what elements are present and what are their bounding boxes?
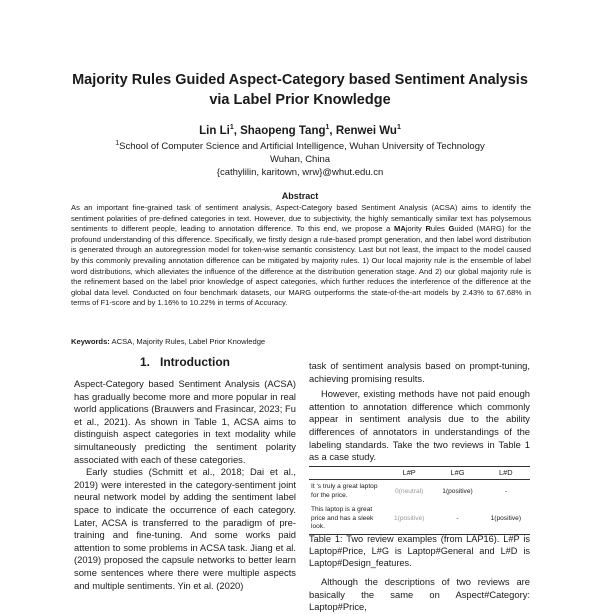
left-column [74, 378, 296, 592]
abstract-text: jority [405, 224, 426, 234]
table-header-cell: L#D [499, 468, 513, 477]
abstract-body [71, 203, 531, 309]
abstract-text: As an important fine-grained task of sentiment analysis, Aspect-Category based Sentiment Analysis (ACSA) aims to identify the sentiment polarities of pre-defined categories in text. However, due to subjectivity, the highly semantically similar text has polysemous sentiments to different people, leading to annotation difference. To this end, we propose a [71, 203, 531, 234]
abstract-text: uided (MARG) for the profound understanding of this difference. Specifically, we firstly design a rule-based prompt generation, and then label word distribution is generated through an autoregression model for token-wise semantic consistency. Last but not least, the impact to the model caused by this commonly prevailing annotation difference can be mitigated by majority rules. 1) Our local majority rule is the ensemble of label word distributions, which alleviates the influence of the difference at the distribution generation stage. And 2) our global majority rule is the refinement based on the label prior knowledge of aspect categories, which further reduces the interference of the difference at the global data level. Conducted on four benchmark datasets, our MARG outperforms the state-of-the-art models by 2.43% to 67.68% in terms of F1-score and by 1.16% to 10.22% in terms of Accuracy. [71, 224, 531, 308]
label-cell-price: 1(positive) [393, 514, 425, 522]
affiliation-institution [40, 137, 560, 153]
paper-title [40, 70, 560, 110]
right-column [309, 360, 530, 464]
label-cell-general: 1(positive) [442, 487, 473, 495]
author-affil-sup: 1 [229, 124, 234, 131]
section-heading-introduction [74, 355, 296, 369]
affiliation [40, 137, 560, 179]
table-caption: Table 1: Two review examples (from LAP16). L#P is Laptop#Price, L#G is Laptop#General and L#D is Laptop#Design_features. [309, 534, 530, 568]
review-text-cell: It 's truly a great laptop for the price. [311, 483, 378, 499]
table-header-cell [309, 467, 385, 480]
paragraph: However, existing methods have not paid enough attention to annotation difference which commonly appear in sentiment analysis due to the ability differences of annotators in understandings of the labeling standards. Take the two reviews in Table 1 as a case study. [309, 388, 530, 463]
author-name: Renwei Wu [335, 124, 397, 137]
author-name: Shaopeng Tang [240, 124, 326, 137]
keywords [71, 337, 531, 347]
author-separator: , [233, 124, 241, 137]
label-cell-price: 0(neutral) [395, 487, 424, 495]
author-separator: , [329, 124, 336, 137]
affiliation-emails: {cathylilin, karitown, wrw}@whut.edu.cn [216, 167, 384, 179]
author-list [40, 121, 560, 138]
abstract-acronym-r: R [425, 224, 431, 234]
section-number: 1. [139, 355, 150, 369]
title-line-2: via Label Prior Knowledge [209, 92, 391, 108]
paragraph: Although the descriptions of two reviews are basically the same on Aspect#Category: Laptop#Price, [309, 576, 530, 613]
label-cell-design: - [504, 487, 507, 495]
abstract-acronym-ma: MA [394, 224, 406, 234]
affiliation-location: Wuhan, China [269, 154, 331, 166]
review-text-cell: This laptop is a great price and has a sleek look. [311, 506, 374, 531]
keywords-label: Keywords: [71, 337, 110, 346]
table-header-row [309, 467, 530, 480]
abstract-acronym-g: G [448, 224, 455, 234]
table-row [309, 480, 530, 503]
paragraph: Early studies (Schmitt et al., 2018; Dai et al., 2019) were interested in the category-sentiment joint neural network model by adding the sentiment label space to indicate the occurrence of each category. Later, ACSA is transferred to the paradigm of pre-training and fine-tuning. And some works paid attention to some problems in ACSA task. Jiang et al. (2019) proposed the capsule networks to better learn some sentences where there were multiple aspects and multiple sentiments. Yin et al. (2020) [74, 466, 296, 591]
table-header-cell: L#G [450, 468, 465, 477]
table-row [309, 503, 530, 535]
title-line-1: Majority Rules Guided Aspect-Category based Sentiment Analysis [72, 72, 528, 88]
keywords-text: ACSA, Majority Rules, Label Prior Knowledge [109, 337, 266, 346]
review-examples-table [309, 466, 530, 535]
author-name: Lin Li [199, 124, 230, 137]
abstract-heading: Abstract [281, 191, 319, 201]
affiliation-sup: 1 [115, 140, 120, 147]
section-title: Introduction [160, 355, 230, 369]
paragraph: task of sentiment analysis based on prompt-tuning, achieving promising results. [309, 360, 530, 384]
abstract-text: ules [430, 224, 449, 234]
paragraph: Aspect-Category based Sentiment Analysis (ACSA) has gradually become more and more popular in real world applications (Brauwers and Frasincar, 2023; Fu et al., 2021). As shown in Table 1, ACSA aims to distinguish aspect categories in text modality while simultaneously predicting the sentiment polarity associated with each of these categories. [74, 378, 296, 465]
table-header-cell: L#P [402, 468, 416, 477]
affiliation-line-1: School of Computer Science and Artificial Intelligence, Wuhan University of Technology [119, 141, 485, 153]
author-affil-sup: 1 [396, 124, 401, 131]
author-affil-sup: 1 [325, 124, 330, 131]
label-cell-design: 1(positive) [490, 514, 522, 522]
label-cell-general: - [456, 514, 459, 522]
